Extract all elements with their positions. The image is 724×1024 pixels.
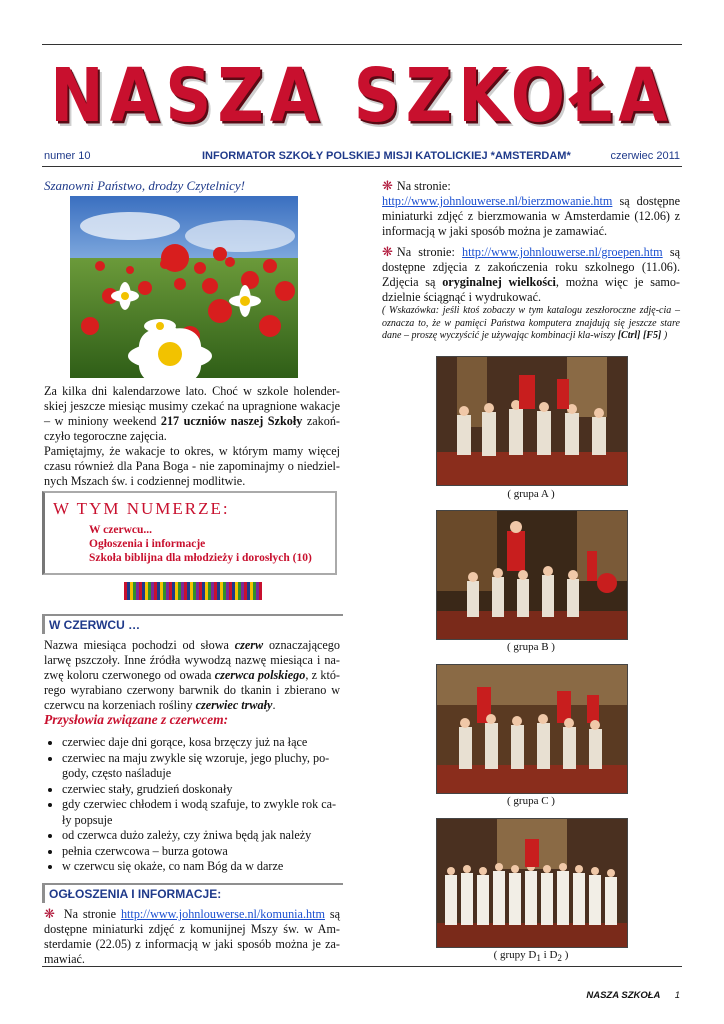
czerwiec-text-d: .: [272, 698, 276, 712]
caption-group-b: ( grupa B ): [507, 641, 555, 653]
notice2-bold: oryginalnej wielkości: [442, 275, 556, 289]
header-rule: [42, 166, 682, 167]
notice-bierzmowanie: [382, 178, 680, 239]
caption-d-mid: i D: [540, 949, 558, 961]
caption-d-post: ): [562, 949, 569, 961]
czerwiec-text-c: , z któ-rego wyrabiano czerwony barwnik do tkanin i zbierano w czerwcu na korzeniach rośliny: [44, 668, 340, 712]
caption-d-sub2: 2: [557, 953, 562, 964]
groepen-link[interactable]: http://www.johnlouwerse.nl/groepen.htm: [462, 245, 663, 259]
hint-text-a: ( Wskazówka: jeśli ktoś zobaczy w tym katalogu zeszłoroczne zdję-cia – oznacza to, że w pamięci Państwa komputera znajdują się jeszcze stare dane – proszę wyczyścić je używając kombinacji kla-wiszy: [382, 305, 680, 341]
bierzmowanie-link[interactable]: http://www.johnlouwerse.nl/bierzmowanie.htm: [382, 194, 613, 208]
caption-group-c: ( grupa C ): [507, 795, 555, 807]
proverbs-list-container: [44, 735, 340, 875]
hint-keys: [Ctrl] [F5]: [617, 330, 662, 341]
footer-title: NASZA SZKOŁA: [586, 990, 661, 1001]
greeting: Szanowni Państwo, drodzy Czytelnicy!: [44, 178, 246, 193]
hint-text: [382, 305, 680, 343]
right-notices: [382, 178, 680, 343]
masthead-title: NASZA SZKOŁA: [50, 54, 674, 140]
group-photo-a: [436, 356, 628, 486]
notice-groepen: [382, 244, 680, 305]
ogloszenia-text-a: Na stronie: [63, 907, 121, 921]
issue-number: numer 10: [44, 150, 91, 162]
intro-paragraph-1: [44, 384, 340, 444]
group-photo-d: [436, 818, 628, 948]
toc-item[interactable]: Ogłoszenia i informacje: [89, 538, 206, 550]
group-photo-b: [436, 510, 628, 640]
toc-heading: W TYM NUMERZE:: [53, 499, 230, 518]
czerwiec-text-a: Nazwa miesiąca pochodzi od słowa: [44, 638, 235, 652]
notice2-label: Na stronie:: [396, 245, 463, 259]
proverb-item: • w czerwcu się okaże, co nam Bóg da w darze: [62, 859, 340, 875]
proverb-item: • od czerwca dużo zależy, czy żniwa będą jak należy: [62, 828, 340, 844]
intro-text: [44, 384, 340, 489]
ogloszenia-text-b: są dostępne miniaturki zdjęć z komunijnej Mszy św. w Am-sterdamie (22.05) z informacją w jaki sposób można je za-mawiać.: [44, 907, 341, 966]
toc-item[interactable]: Szkoła biblijna dla młodzieży i dorosłych (10): [89, 552, 312, 564]
hint-text-b: ): [661, 330, 668, 341]
section-heading-czerwiec: W CZERWCU …: [42, 614, 343, 634]
ogloszenia-text: [44, 906, 340, 967]
masthead: [42, 52, 682, 142]
flower-bullet-icon: ❋: [44, 906, 55, 921]
proverb-item: • czerwiec stały, grudzień doskonały: [62, 782, 340, 798]
caption-group-a: ( grupa A ): [507, 488, 555, 500]
footer-rule: [42, 966, 682, 967]
notice1-text: są dostępne miniaturki zdjęć z bierzmowania w Amsterdamie (12.06) z informacją w jaki sposób można je zamawiać.: [382, 194, 680, 238]
word-czerw: czerw: [234, 638, 264, 652]
intro-p1-start: Za kilka dni kalendarzowe lato. Choć w szkole holender-skiej jeszcze miesiąc musimy czekać na upragnione wakacje – w miniony weekend: [44, 384, 340, 428]
newsletter-subtitle: INFORMATOR SZKOŁY POLSKIEJ MISJI KATOLICKIEJ *AMSTERDAM*: [202, 150, 571, 162]
insect-name: czerwca polskiego: [214, 668, 306, 682]
notice2-text-b: , można więc je samo-dzielnie ściągnąć i wydrukować.: [382, 275, 680, 304]
proverb-item: • czerwiec na maju zwykle się wzoruje, jego pluchy, po-gody, często naśladuje: [62, 751, 340, 782]
flower-bullet-icon: ❋: [382, 178, 393, 193]
poppy-daisy-photo: [70, 196, 298, 378]
caption-group-d: [436, 949, 626, 963]
issue-date: czerwiec 2011: [610, 150, 680, 162]
czerwiec-paragraph: [44, 638, 340, 713]
top-rule: [42, 44, 682, 45]
caption-d-pre: ( grupy D: [493, 949, 537, 961]
proverbs-heading: Przysłowia związane z czerwcem:: [44, 712, 229, 727]
toc-list: [89, 523, 312, 565]
flower-bullet-icon: ❋: [382, 244, 393, 259]
proverb-item: • gdy czerwiec chłodem i wodą szafuje, to zwykle rok ca-ły popsuje: [62, 797, 340, 828]
toc-item[interactable]: W czerwcu...: [89, 524, 153, 536]
notice1-label: Na stronie:: [396, 179, 451, 193]
caption-d-sub1: 1: [536, 953, 541, 964]
proverbs-list: [44, 735, 340, 875]
intro-p1-bold: 217 uczniów naszej Szkoły: [160, 414, 303, 428]
czerwiec-text: [44, 638, 340, 713]
plant-name: czerwiec trwały: [195, 698, 273, 712]
notice2-text-a: są dostępne zdjęcia z zakończenia roku szkolnego (11.06). Zdjęcia są: [382, 245, 680, 289]
ogloszenia-paragraph: [44, 906, 340, 967]
decorative-color-strip: [124, 582, 262, 600]
table-of-contents-box: [42, 491, 337, 575]
intro-p1-end: zakoń-czyło tegoroczne zajęcia.: [44, 414, 340, 443]
proverb-item: • czerwiec daje dni gorące, kosa brzęczy już na łące: [62, 735, 340, 751]
proverb-item: • pełnia czerwcowa – burza gotowa: [62, 844, 340, 860]
group-photo-c: [436, 664, 628, 794]
footer: [586, 990, 680, 1001]
intro-paragraph-2: Pamiętajmy, że wakacje to okres, w którym mamy więcej czasu również dla Pana Boga - nie zapominajmy o niedziel-nych Mszach św. i codziennej modlitwie.: [44, 444, 340, 488]
czerwiec-text-b: oznaczającego larwę pszczoły. Inne źródła wywodzą nazwę miesiąca i na-zwę koloru czerwonego od owada: [44, 638, 340, 682]
section-heading-ogloszenia: OGŁOSZENIA I INFORMACJE:: [42, 883, 343, 903]
page-number: 1: [674, 990, 680, 1001]
komunia-link[interactable]: http://www.johnlouwerse.nl/komunia.htm: [120, 907, 325, 921]
